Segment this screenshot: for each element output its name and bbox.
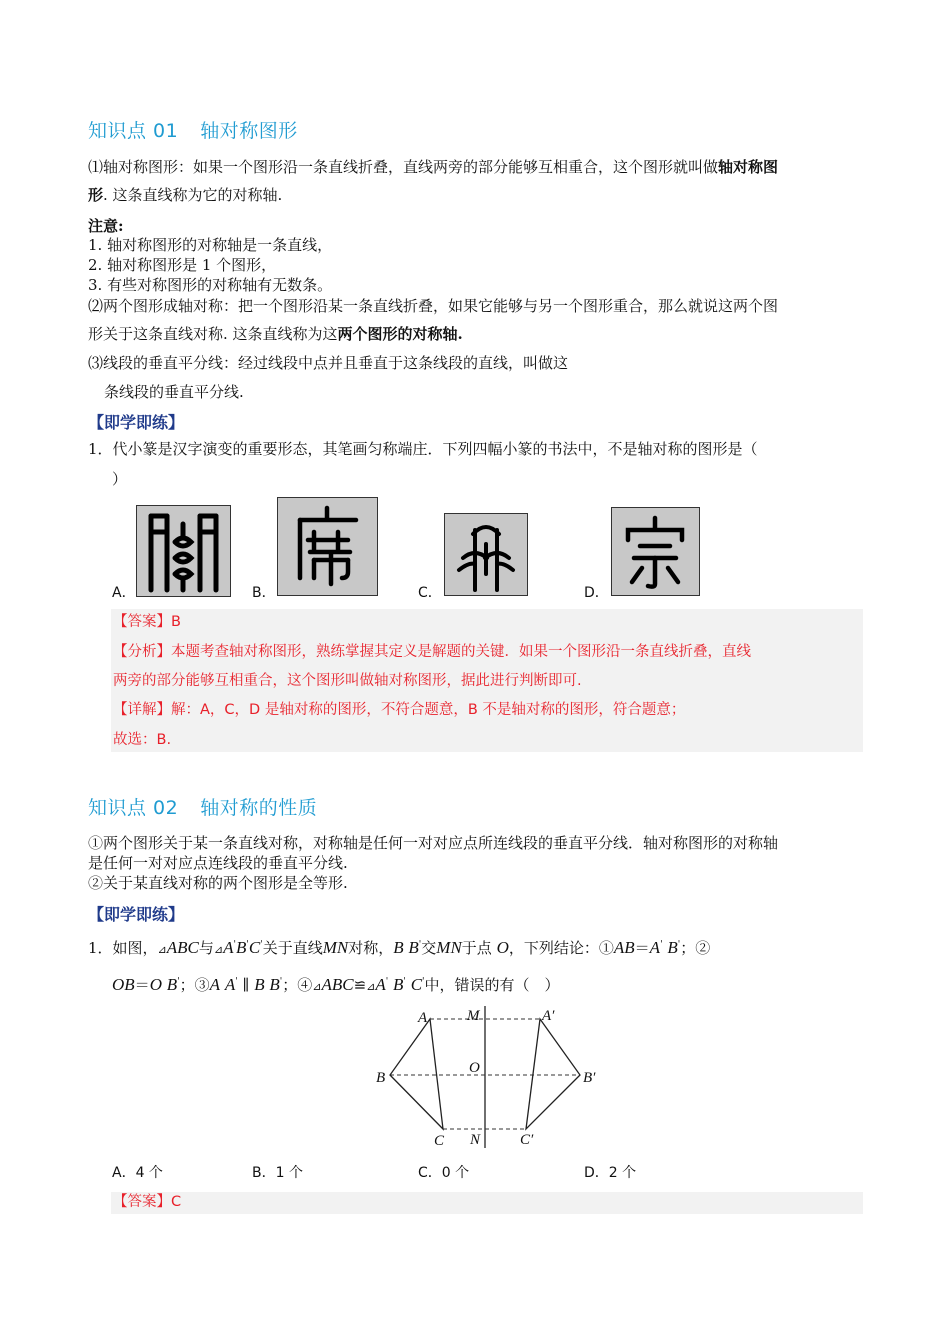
section-heading: 轴对称图形 — [200, 120, 298, 142]
triangle-symbol: ⊿ — [366, 980, 376, 993]
text: 1．如图， — [88, 939, 158, 957]
kp1-paragraph-3b: 条线段的垂直平分线. — [104, 383, 244, 401]
triangle-symbol: ⊿ — [157, 943, 167, 956]
answer-label: 【答案】 — [113, 614, 171, 630]
practice-label: 【即学即练】 — [88, 413, 185, 432]
section-number: 知识点 01 — [88, 120, 179, 142]
option-c-label: C． — [418, 585, 442, 601]
text: ，下列结论：① — [508, 939, 614, 957]
seal-glyph-b — [277, 497, 378, 596]
note-item-2: 2. 轴对称图形是 1 个图形， — [88, 256, 277, 274]
text: 与 — [198, 939, 214, 957]
q2-option-c: C．0 个 — [418, 1165, 470, 1181]
math-ab: AB — [613, 938, 635, 957]
answer-line — [113, 1188, 181, 1218]
text: 于点 — [461, 939, 492, 957]
seal-glyph-d — [611, 507, 700, 596]
label-b: B — [376, 1070, 386, 1086]
q2-option-d: D．2 个 — [584, 1165, 637, 1181]
q2-option-b: B．1 个 — [252, 1165, 303, 1181]
note-item-3: 3. 有些对称图形的对称轴有无数条。 — [88, 276, 333, 294]
triangle-abc — [390, 1019, 443, 1129]
math-b: B — [235, 938, 247, 957]
triangle-symbol: ⊿ — [312, 980, 322, 993]
analysis-line-2: 两旁的部分能够互相重合，这个图形叫做轴对称图形，据此进行判断即可. — [113, 673, 582, 689]
question-2-line-1: 1．如图，⊿ABC与⊿A'B'C'关于直线MN对称，B B'交MN于点 O，下列结论：①AB＝A' B'；② — [88, 938, 711, 957]
answer-value: C — [171, 1194, 182, 1210]
kp2-paragraph-1 — [88, 833, 868, 873]
label-b1: B′ — [583, 1070, 596, 1086]
label-a1: A′ — [542, 1008, 555, 1024]
text: 交 — [421, 939, 437, 957]
option-d-label: D． — [584, 585, 609, 601]
triangle-a1b1c1 — [526, 1019, 580, 1129]
math-b: B — [393, 938, 404, 957]
seal-script-zong-icon — [612, 508, 699, 595]
math-b: B — [408, 938, 419, 957]
text: ⑵两个图形成轴对称：把一个图形沿某一条直线折叠，如果它能够与另一个图形重合，那么就说这两个图 — [88, 297, 779, 315]
answer-line — [113, 608, 181, 638]
text: ；④ — [282, 976, 313, 994]
note-item-1: 1. 轴对称图形的对称轴是一条直线， — [88, 236, 333, 254]
math-c: C — [248, 938, 261, 957]
label-a: A — [418, 1010, 428, 1026]
label-c: C — [434, 1133, 445, 1149]
seal-script-guan-icon — [137, 506, 230, 596]
kp1-paragraph-3a: ⑶线段的垂直平分线：经过线段中点并且垂直于这条线段的直线，叫做这 — [88, 354, 569, 372]
answer-label: 【答案】 — [113, 1194, 171, 1210]
section-heading: 轴对称的性质 — [200, 797, 318, 819]
bold-text: 两个图形的对称轴. — [337, 325, 463, 343]
bold-text: 轴对称图 — [718, 158, 779, 176]
analysis-label: 【分析】 — [113, 644, 171, 660]
math-abc: ABC — [166, 938, 199, 957]
text: ；② — [680, 939, 711, 957]
detail-text: 解：A，C，D 是轴对称的图形，不符合题意，B 不是轴对称的图形，符合题意； — [171, 702, 686, 718]
text: ①两个图形关于某一条直线对称，对称轴是任何一对对应点所连线段的垂直平分线．轴对称图形的对称轴 — [88, 834, 779, 852]
section-number: 知识点 02 — [88, 797, 179, 819]
answer-box-1 — [111, 609, 863, 752]
kp1-paragraph-2 — [88, 292, 863, 348]
equals: ＝ — [634, 939, 650, 957]
equals: ＝ — [134, 976, 150, 994]
seal-glyph-a — [136, 505, 231, 597]
seal-script-xi-icon — [278, 498, 377, 595]
answer-value: B — [171, 614, 181, 630]
bold-text: 形 — [88, 186, 104, 204]
parallel-symbol: ∥ — [242, 976, 250, 994]
text: 关于直线 — [262, 939, 323, 957]
analysis-line — [113, 638, 863, 668]
text: ⑴轴对称图形：如果一个图形沿一条直线折叠，直线两旁的部分能够互相重合，这个图形就叫做 — [88, 158, 719, 176]
note-title: 注意: — [88, 217, 124, 235]
label-c1: C′ — [520, 1132, 534, 1148]
seal-script-lin-icon — [445, 514, 527, 595]
detail-label: 【详解】 — [113, 702, 171, 718]
question-1-line-2: ） — [112, 470, 128, 488]
question-1-line-1: 1．代小篆是汉字演变的重要形态，其笔画匀称端庄．下列四幅小篆的书法中，不是轴对称的图形是（ — [88, 440, 758, 458]
text: ；③ — [179, 976, 210, 994]
label-n: N — [470, 1132, 481, 1148]
answer-box-2 — [111, 1192, 863, 1214]
option-b-label: B． — [252, 585, 276, 601]
label-o: O — [469, 1060, 480, 1076]
q2-option-a: A．4 个 — [112, 1165, 163, 1181]
text: . 这条直线称为它的对称轴. — [103, 186, 283, 204]
practice-label-2: 【即学即练】 — [88, 905, 185, 924]
question-2-line-2: OB＝O B'；③A A' ∥ B B'；④⊿ABC≌⊿A' B' C'中，错误的有（ ） — [112, 975, 560, 994]
triangle-symbol: ⊿ — [213, 943, 224, 956]
symmetry-figure — [370, 1002, 610, 1152]
math-a: A — [223, 938, 234, 957]
option-a-label: A． — [112, 585, 136, 601]
section-title-02 — [88, 793, 317, 820]
math-abc: ABC — [321, 975, 354, 994]
kp1-paragraph-1 — [88, 153, 863, 209]
math-ob: OB — [112, 975, 135, 994]
label-m: M — [467, 1008, 480, 1024]
text: 是任何一对对应点连线段的垂直平分线. — [88, 854, 348, 872]
math-mn: MN — [322, 938, 349, 957]
math-mn: MN — [436, 938, 462, 957]
text: 中，错误的有（ ） — [424, 976, 560, 994]
text: 形关于这条直线对称. 这条直线称为这 — [88, 325, 338, 343]
math-o: O — [496, 938, 509, 957]
choose-line: 故选：B. — [113, 732, 172, 748]
kp2-paragraph-2: ②关于某直线对称的两个图形是全等形. — [88, 874, 348, 892]
section-title-01 — [88, 116, 298, 143]
congruent-symbol: ≌ — [353, 976, 367, 994]
text: 对称， — [348, 939, 394, 957]
seal-glyph-c — [444, 513, 528, 596]
detail-line — [113, 696, 685, 726]
analysis-text: 本题考查轴对称图形，熟练掌握其定义是解题的关键．如果一个图形沿一条直线折叠，直线 — [171, 644, 751, 660]
